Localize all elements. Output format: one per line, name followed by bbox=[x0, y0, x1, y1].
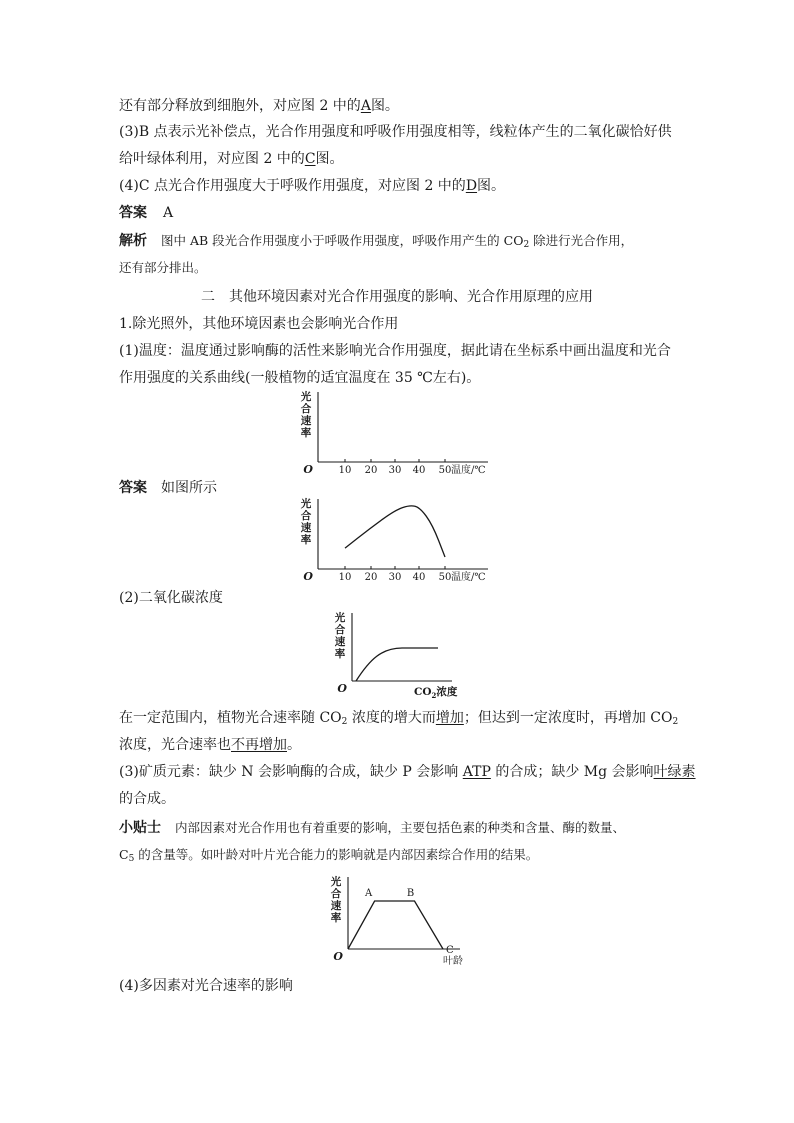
chart4-ylabel-char: 光 bbox=[330, 876, 342, 888]
answer-value: 如图所示 bbox=[161, 480, 217, 496]
answer-blank: C bbox=[304, 151, 316, 167]
para-line: (3)矿质元素：缺少 N 会影响酶的合成，缺少 P 会影响 ATP 的合成；缺少 Mg 会影响叶绿素 bbox=[119, 764, 696, 780]
item-heading: (4)多因素对光合速率的影响 bbox=[119, 978, 293, 994]
chart3-ylabel-char: 率 bbox=[334, 648, 346, 660]
para-line: 作用强度的关系曲线(一般植物的适宜温度在 35 ℃左右)。 bbox=[119, 370, 481, 386]
chart3-ylabel-char: 光 bbox=[334, 612, 346, 624]
tip-line: $C_5$ 的含量等。如叶龄对叶片光合能力的影响就是内部因素综合作用的结果。 bbox=[119, 847, 539, 864]
chart4-ylabel-char: 速 bbox=[330, 900, 342, 912]
tip-label: 小贴士 bbox=[119, 820, 161, 836]
chart4-ylabel-char: 率 bbox=[330, 912, 342, 924]
chart1-ylabel-char: 合 bbox=[300, 403, 312, 415]
chart4-line bbox=[348, 901, 443, 949]
chart4-point-label: A bbox=[364, 888, 373, 899]
para-line: 的合成。 bbox=[119, 791, 175, 807]
chart1-tick-label: 30 bbox=[388, 465, 402, 476]
chart1-tick-label: 20 bbox=[364, 465, 378, 476]
answer-label: 答案 bbox=[119, 205, 147, 221]
chart1-ylabel-char: 光 bbox=[300, 391, 312, 403]
chart2-curve bbox=[345, 506, 445, 557]
chart2-ylabel-char: 速 bbox=[300, 522, 312, 534]
chart1-tick-label: 50 bbox=[438, 465, 452, 476]
para-line: (4)C 点光合作用强度大于呼吸作用强度，对应图 2 中的D图。 bbox=[119, 178, 506, 194]
tip-line: 小贴士 内部因素对光合作用也有着重要的影响，主要包括色素的种类和含量、酶的数量、 bbox=[119, 820, 626, 836]
chart1-tick-label: 10 bbox=[338, 465, 352, 476]
para-line: (1)温度：温度通过影响酶的活性来影响光合作用强度，据此请在坐标系中画出温度和光合 bbox=[119, 343, 671, 359]
chart2-tick-label: 10 bbox=[338, 572, 352, 583]
chart3-curve bbox=[356, 648, 438, 681]
chart2-ylabel-char: 率 bbox=[300, 534, 312, 546]
chart1-tick-label: 40 bbox=[412, 465, 426, 476]
item-heading: 1.除光照外，其他环境因素也会影响光合作用 bbox=[119, 316, 399, 332]
chart4-point-label: C bbox=[446, 945, 454, 956]
analysis-line: 还有部分排出。 bbox=[119, 260, 207, 275]
chart2-xunit: 温度/℃ bbox=[451, 572, 486, 583]
chart3-origin: O bbox=[337, 682, 347, 695]
item-heading: (2)二氧化碳浓度 bbox=[119, 590, 223, 606]
chart1-xunit: 温度/℃ bbox=[451, 465, 486, 476]
chart2-ylabel-char: 合 bbox=[300, 510, 312, 522]
answer-value: A bbox=[163, 205, 174, 221]
answer-line bbox=[119, 203, 173, 223]
chart1-ylabel-char: 速 bbox=[300, 415, 312, 427]
section-title: 二 其他环境因素对光合作用强度的影响、光合作用原理的应用 bbox=[201, 289, 593, 305]
chart4-xlabel: 叶龄 bbox=[443, 956, 463, 967]
chart1-origin: O bbox=[303, 463, 313, 476]
para-line: 在一定范围内，植物光合速率随 $CO_2$ 浓度的增大而增加；但达到一定浓度时，再增加 $CO_2$ bbox=[119, 710, 679, 727]
chart2-ylabel-char: 光 bbox=[300, 498, 312, 510]
para-line: 浓度，光合速率也不再增加。 bbox=[119, 737, 301, 753]
analysis-line: 解析 图中 AB 段光合作用强度小于呼吸作用强度，呼吸作用产生的 $CO_2$ 除进行光合作用， bbox=[119, 233, 634, 250]
chart2-tick-label: 50 bbox=[438, 572, 452, 583]
chart2-tick-label: 30 bbox=[388, 572, 402, 583]
chart3-ylabel-char: 合 bbox=[334, 624, 346, 636]
answer-blank: A bbox=[360, 98, 371, 114]
chart4-origin: O bbox=[333, 950, 343, 963]
para-line: 还有部分释放到细胞外，对应图 2 中的A图。 bbox=[119, 98, 399, 114]
chart2-tick-label: 40 bbox=[412, 572, 426, 583]
chart1-ylabel-char: 率 bbox=[300, 427, 312, 439]
answer-blank: D bbox=[465, 178, 478, 194]
chart4-point-label: B bbox=[406, 888, 415, 899]
chart4-ylabel-char: 合 bbox=[330, 888, 342, 900]
chart3-ylabel-char: 速 bbox=[334, 636, 346, 648]
para-line: 给叶绿体利用，对应图 2 中的C图。 bbox=[119, 151, 344, 167]
analysis-label: 解析 bbox=[119, 233, 147, 249]
chart2-origin: O bbox=[303, 570, 313, 583]
para-line: (3)B 点表示光补偿点，光合作用强度和呼吸作用强度相等，线粒体产生的二氧化碳恰好供 bbox=[119, 124, 672, 140]
answer-label: 答案 bbox=[119, 480, 147, 496]
answer-line bbox=[119, 478, 217, 498]
chart3-xlabel: $CO_2$浓度 bbox=[414, 686, 458, 700]
chart2-tick-label: 20 bbox=[364, 572, 378, 583]
